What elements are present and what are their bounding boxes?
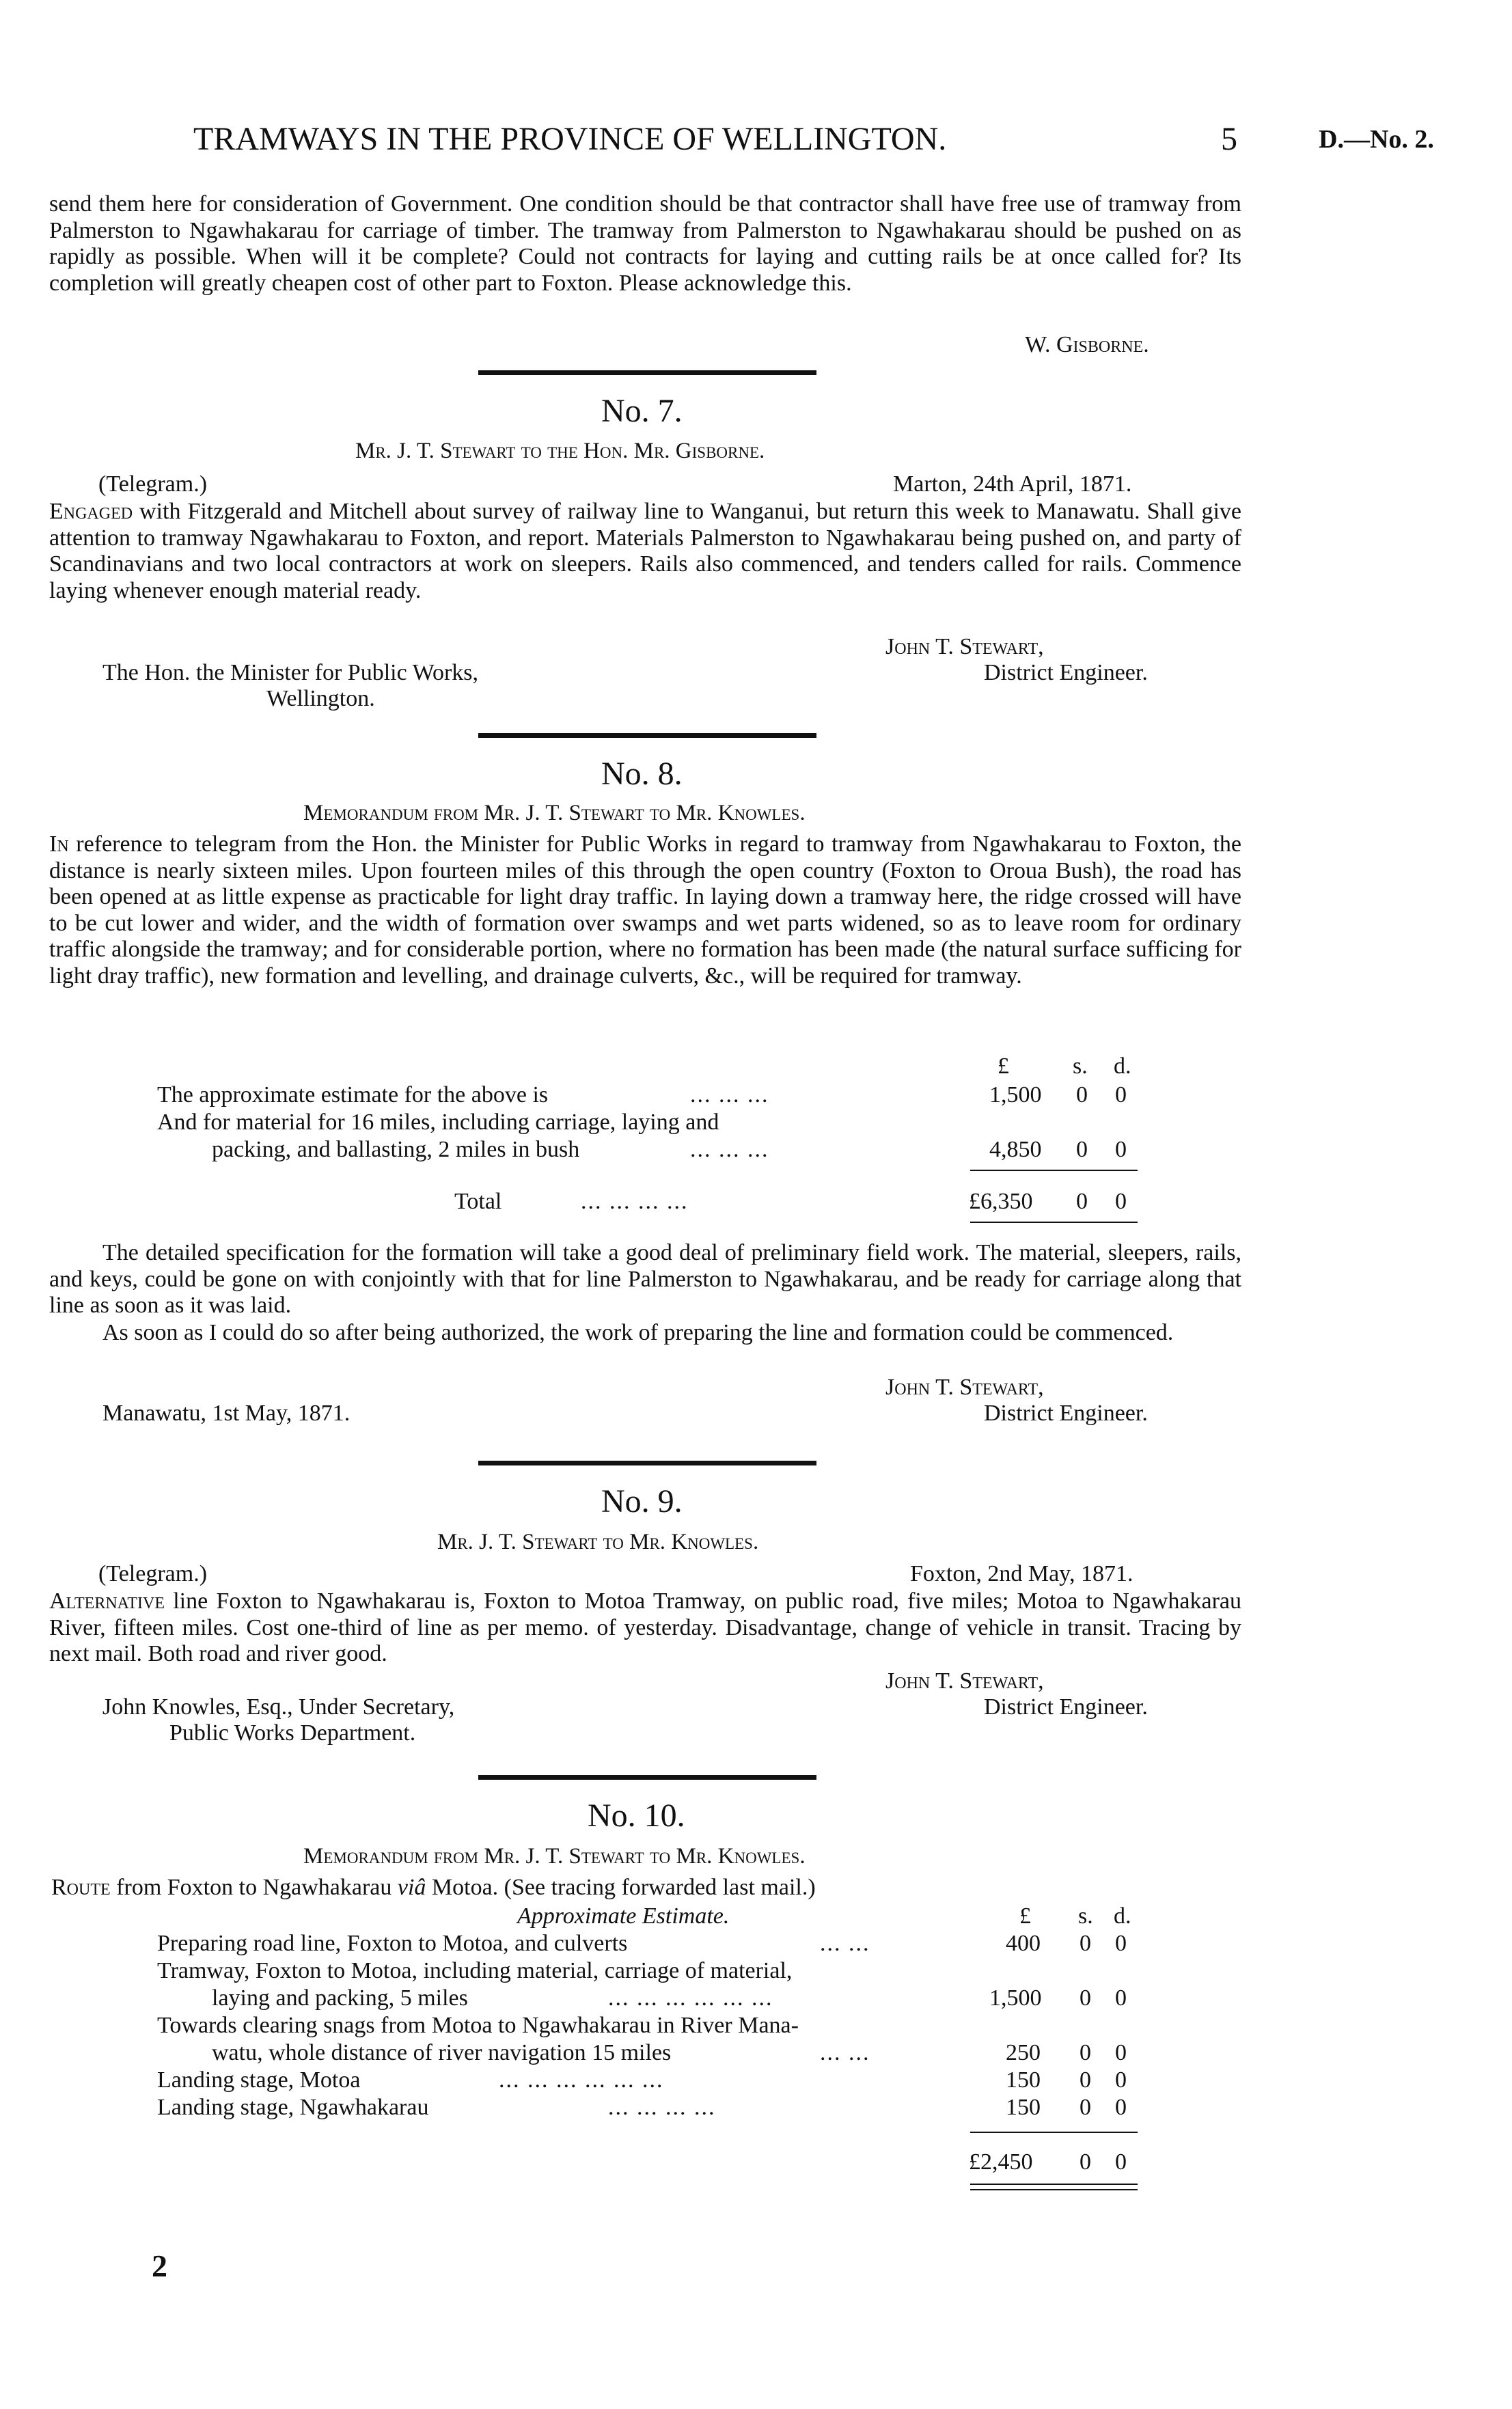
section-heading-no9: No. 9. bbox=[601, 1483, 683, 1519]
leader-dots: ... ... ... bbox=[690, 1137, 769, 1162]
body-paragraph-no8-2: The detailed specification for the formation will take a good deal of preliminary field work. The material, sleepers, rails, and keys, could be gone on with conjointly with that for line Palmerston to Ngawhakarau, and be ready for carriage along that line as soon as it was laid. bbox=[49, 1240, 1241, 1318]
estimate-row-label-cont: packing, and ballasting, 2 miles in bush bbox=[212, 1137, 580, 1162]
amount-shillings: 0 bbox=[1076, 1082, 1088, 1107]
total-rule-double bbox=[970, 2189, 1138, 2190]
amount-pounds: 250 bbox=[1006, 2040, 1041, 2065]
estimate-row-label: The approximate estimate for the above is bbox=[157, 1082, 549, 1107]
total-pounds: £2,450 bbox=[969, 2149, 1033, 2175]
total-shillings: 0 bbox=[1076, 1189, 1088, 1214]
estimate-title: Approximate Estimate. bbox=[517, 1903, 730, 1929]
section-subtitle-no7: Mr. J. T. Stewart to the Hon. Mr. Gisborne. bbox=[355, 439, 765, 463]
estimate-row-label-cont: watu, whole distance of river navigation 15 miles bbox=[212, 2040, 672, 2065]
leader-dots: ... ... ... bbox=[690, 1082, 769, 1107]
total-shillings: 0 bbox=[1080, 2149, 1091, 2175]
telegram-label: (Telegram.) bbox=[98, 471, 208, 497]
amount-pence: 0 bbox=[1115, 2095, 1127, 2120]
sum-rule bbox=[970, 2132, 1138, 2133]
amount-shillings: 0 bbox=[1080, 2095, 1091, 2120]
addressee-line-2: Wellington. bbox=[266, 686, 375, 711]
body-paragraph-no7 bbox=[49, 499, 1241, 604]
leader-dots: ... ... ... ... bbox=[608, 2095, 716, 2120]
running-title: TRAMWAYS IN THE PROVINCE OF WELLINGTON. bbox=[193, 121, 947, 157]
column-pounds: £ bbox=[1019, 1903, 1031, 1929]
amount-shillings: 0 bbox=[1080, 1931, 1091, 1956]
signature-gisborne: W. Gisborne. bbox=[1025, 332, 1149, 357]
leader-dots: ... ... ... ... bbox=[581, 1189, 689, 1214]
amount-pounds: 150 bbox=[1006, 2067, 1041, 2093]
body-text: from Foxton to Ngawhakarau bbox=[110, 1875, 398, 1900]
signature-title: District Engineer. bbox=[984, 660, 1148, 685]
total-rule bbox=[970, 2184, 1138, 2185]
amount-shillings: 0 bbox=[1080, 2067, 1091, 2093]
amount-pounds: 1,500 bbox=[989, 1985, 1042, 2011]
body-paragraph-no8 bbox=[49, 831, 1241, 989]
estimate-row-label: Landing stage, Ngawhakarau bbox=[157, 2095, 429, 2120]
total-pence: 0 bbox=[1115, 2149, 1127, 2175]
amount-pounds: 400 bbox=[1006, 1931, 1041, 1956]
estimate-row-label-cont: laying and packing, 5 miles bbox=[212, 1985, 468, 2011]
amount-pence: 0 bbox=[1115, 1137, 1127, 1162]
body-text: with Fitzgerald and Mitchell about survey of railway line to Wanganui, but return this week to Manawatu. Shall give attention to tramway Ngawhakarau to Foxton, and report. Materials Palmerston to Ngawhakarau being pushed on, and party of Scandinavians and two local contractors at work on sleepers. Rails also commenced, and tenders called for rails. Commence laying whenever enough material ready. bbox=[49, 499, 1241, 603]
document-reference: D.—No. 2. bbox=[1319, 125, 1434, 154]
total-pounds: £6,350 bbox=[969, 1189, 1033, 1214]
route-intro bbox=[51, 1875, 816, 1901]
column-pence: d. bbox=[1114, 1054, 1131, 1079]
total-rule bbox=[970, 1222, 1138, 1223]
leader-dots: ... ... bbox=[820, 2040, 870, 2065]
total-pence: 0 bbox=[1115, 1189, 1127, 1214]
signature-title: District Engineer. bbox=[984, 1694, 1148, 1720]
section-rule bbox=[478, 733, 816, 738]
addressee-line-1: The Hon. the Minister for Public Works, bbox=[102, 660, 479, 685]
amount-pounds: 1,500 bbox=[989, 1082, 1042, 1107]
section-subtitle-no8: Memorandum from Mr. J. T. Stewart to Mr. Knowles. bbox=[303, 801, 806, 825]
estimate-row-label: And for material for 16 miles, including carriage, laying and bbox=[157, 1110, 719, 1135]
sheet-number: 2 bbox=[152, 2248, 167, 2283]
estimate-row-label: Preparing road line, Foxton to Motoa, and culverts bbox=[157, 1931, 628, 1956]
estimate-row-label: Landing stage, Motoa bbox=[157, 2067, 361, 2093]
amount-shillings: 0 bbox=[1080, 2040, 1091, 2065]
body-paragraph-no8-3: As soon as I could do so after being authorized, the work of preparing the line and formation could be commenced. bbox=[102, 1320, 1174, 1345]
telegram-label: (Telegram.) bbox=[98, 1561, 208, 1586]
via-word: viâ bbox=[397, 1875, 426, 1900]
amount-pence: 0 bbox=[1115, 1082, 1127, 1107]
leader-dots: ... ... ... ... ... ... bbox=[499, 2067, 664, 2093]
body-text: reference to telegram from the Hon. the Minister for Public Works in regard to tramway from Ngawhakarau to Foxton, the distance is nearly sixteen miles. Upon fourteen miles of this through the open country (Foxton to Oroua Bush), the road has been opened at as little expense as practicable for light dray traffic. In laying down a tramway here, the ridge crossed will have to be cut lower and wider, and the width of formation over swamps and wet parts widened, so as to leave room for ordinary traffic alongside the tramway; and for considerable portion, where no formation has been made (the natural surface sufficing for light dray traffic), new formation and levelling, and drainage culverts, &c., will be required for tramway. bbox=[49, 831, 1241, 989]
body-paragraph-no9 bbox=[49, 1588, 1241, 1668]
amount-shillings: 0 bbox=[1076, 1137, 1088, 1162]
dateline: Foxton, 2nd May, 1871. bbox=[910, 1561, 1133, 1586]
lead-word: Route bbox=[51, 1875, 111, 1900]
amount-pence: 0 bbox=[1115, 2040, 1127, 2065]
amount-pence: 0 bbox=[1115, 1985, 1127, 2011]
signature-name: John T. Stewart, bbox=[885, 1668, 1044, 1694]
leader-dots: ... ... ... ... ... ... bbox=[608, 1985, 773, 2011]
amount-pounds: 4,850 bbox=[989, 1137, 1042, 1162]
continuation-paragraph: send them here for consideration of Government. One condition should be that contractor shall have free use of tramway from Palmerston to Ngawhakarau for carriage of timber. The tramway from Palmerston to Ngawhakarau should be pushed on as rapidly as possible. When will it be complete? Could not contracts for laying and cutting rails be at once called for? Its completion will greatly cheapen cost of other part to Foxton. Please acknowledge this. bbox=[49, 191, 1241, 296]
addressee-line-1: John Knowles, Esq., Under Secretary, bbox=[102, 1694, 455, 1720]
signature-name: John T. Stewart, bbox=[885, 1375, 1044, 1400]
estimate-row-label: Towards clearing snags from Motoa to Ngawhakarau in River Mana- bbox=[157, 2013, 799, 2038]
dateline: Marton, 24th April, 1871. bbox=[893, 471, 1132, 497]
section-heading-no8: No. 8. bbox=[601, 756, 683, 792]
column-shillings: s. bbox=[1073, 1054, 1088, 1079]
column-shillings: s. bbox=[1078, 1903, 1093, 1929]
section-heading-no7: No. 7. bbox=[601, 393, 683, 429]
sum-rule bbox=[970, 1170, 1138, 1171]
amount-pence: 0 bbox=[1115, 2067, 1127, 2093]
page-number: 5 bbox=[1221, 121, 1237, 157]
amount-shillings: 0 bbox=[1080, 1985, 1091, 2011]
leader-dots: ... ... bbox=[820, 1931, 870, 1956]
section-heading-no10: No. 10. bbox=[588, 1798, 685, 1834]
section-rule bbox=[478, 1461, 816, 1465]
estimate-row-label: Tramway, Foxton to Motoa, including material, carriage of material, bbox=[157, 1958, 793, 1983]
lead-word: Alternative bbox=[49, 1588, 165, 1614]
signature-name: John T. Stewart, bbox=[885, 634, 1044, 659]
section-subtitle-no9: Mr. J. T. Stewart to Mr. Knowles. bbox=[437, 1530, 759, 1554]
addressee-line-2: Public Works Department. bbox=[169, 1720, 416, 1746]
signature-title: District Engineer. bbox=[984, 1401, 1148, 1426]
amount-pounds: 150 bbox=[1006, 2095, 1041, 2120]
column-pence: d. bbox=[1114, 1903, 1131, 1929]
column-pounds: £ bbox=[998, 1054, 1009, 1079]
section-rule bbox=[478, 1775, 816, 1780]
total-label: Total bbox=[454, 1189, 502, 1214]
amount-pence: 0 bbox=[1115, 1931, 1127, 1956]
place-date: Manawatu, 1st May, 1871. bbox=[102, 1401, 350, 1426]
lead-word: In bbox=[49, 831, 69, 857]
body-text: Motoa. (See tracing forwarded last mail.) bbox=[426, 1875, 816, 1900]
section-subtitle-no10: Memorandum from Mr. J. T. Stewart to Mr. Knowles. bbox=[303, 1844, 806, 1869]
body-text: line Foxton to Ngawhakarau is, Foxton to Motoa Tramway, on public road, five miles; Motoa to Ngawhakarau River, fifteen miles. Cost one-third of line as per memo. of yesterday. Disadvantage, change of vehicle in transit. Tracing by next mail. Both road and river good. bbox=[49, 1588, 1241, 1666]
lead-word: Engaged bbox=[49, 499, 133, 524]
section-rule bbox=[478, 370, 816, 375]
